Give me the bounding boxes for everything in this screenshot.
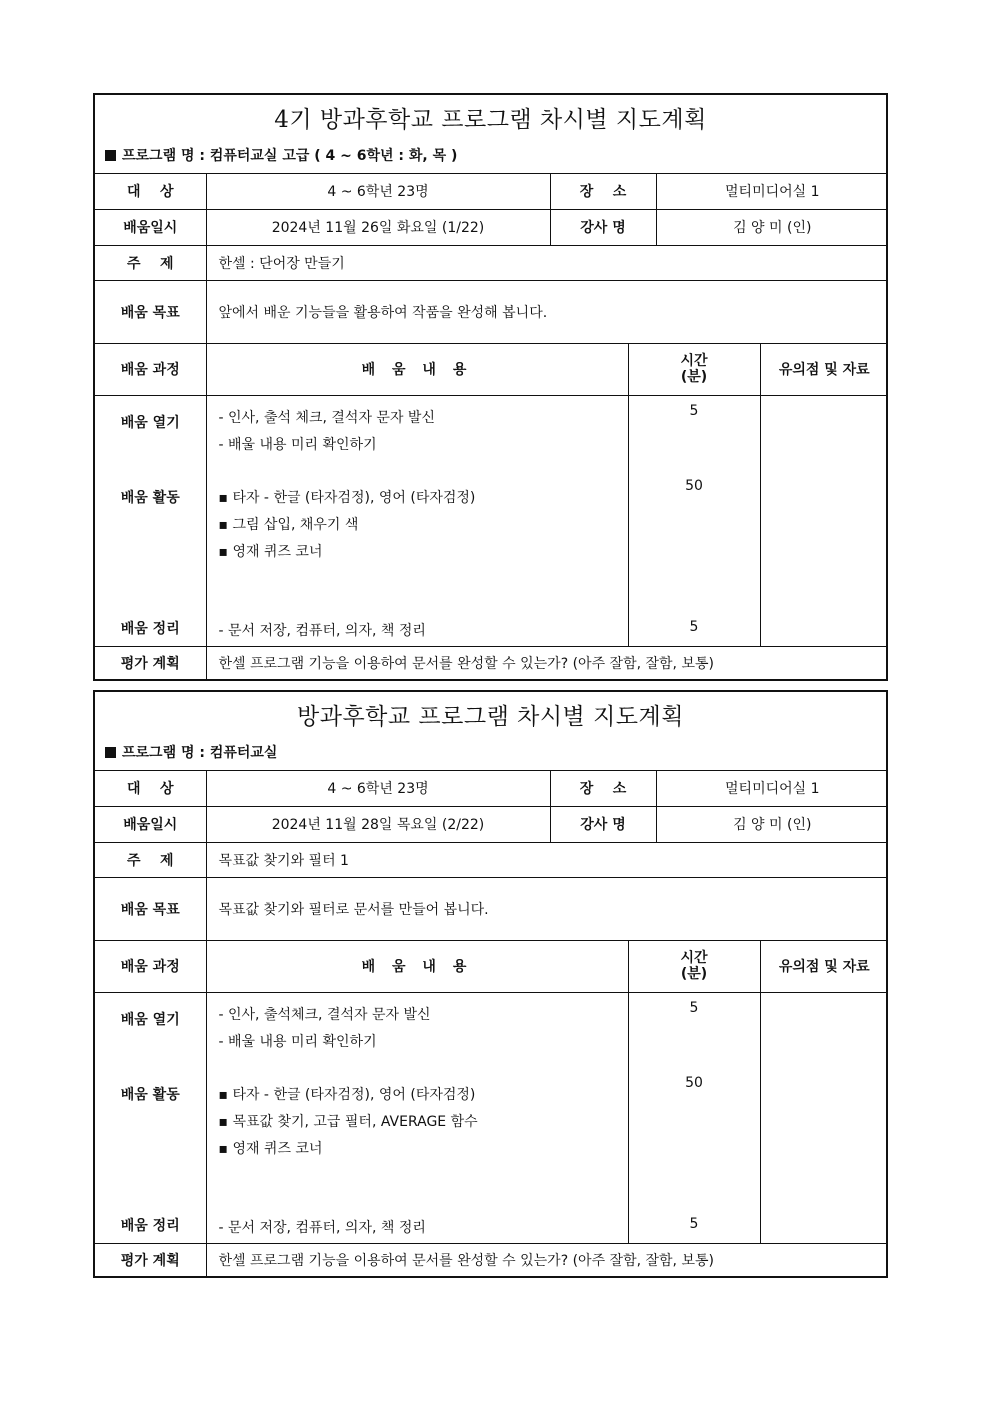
time-label [628,940,760,992]
date-row [95,209,888,245]
eval-value: 한셀 프로그램 기능을 이용하여 문서를 완성할 수 있는가? (아주 잘함, 잘함, 보통) [206,1243,888,1277]
content-label: 배 움 내 용 [206,343,628,395]
notes-label: 유의점 및 자료 [760,940,888,992]
content-label: 배 움 내 용 [206,940,628,992]
time-activity: 50 [685,477,703,494]
time-label-top: 시간 [680,950,708,966]
date-label: 배움일시 [95,806,206,842]
date-value: 2024년 11월 28일 목요일 (2/22) [206,806,550,842]
activity-line-1: ▪ 타자 - 한글 (타자검정), 영어 (타자검정) [218,1086,476,1103]
plan-table [95,771,888,1277]
topic-label: 주 제 [95,842,206,877]
topic-row [95,842,888,877]
time-column [628,992,760,1243]
square-bullet-icon [105,150,116,161]
square-bullet-icon [105,747,116,758]
goal-label: 배움 목표 [95,877,206,940]
time-close: 5 [689,1215,699,1232]
program-name [105,742,277,762]
eval-row [95,1243,888,1277]
stage-open: 배움 열기 [120,414,180,431]
stage-activity: 배움 활동 [120,1086,180,1103]
plan-title: 방과후학교 프로그램 차시별 지도계획 [297,704,684,730]
teacher-label: 강사 명 [550,806,656,842]
activity-line-1: ▪ 타자 - 한글 (타자검정), 영어 (타자검정) [218,489,476,506]
program-name-text: 프로그램 명 : 컴퓨터교실 고급 ( 4 ~ 6학년 : 화, 목 ) [122,148,458,164]
time-activity: 50 [685,1074,703,1091]
open-line-2: - 배울 내용 미리 확인하기 [218,436,377,453]
notes-label: 유의점 및 자료 [760,343,888,395]
time-label-top: 시간 [680,353,708,369]
lesson-plan-1 [93,93,888,681]
stage-column [95,992,206,1243]
place-label: 장 소 [550,771,656,806]
process-label: 배움 과정 [95,940,206,992]
goal-label: 배움 목표 [95,280,206,343]
topic-value: 한셀 : 단어장 만들기 [206,245,888,280]
time-label [628,343,760,395]
open-line-2: - 배울 내용 미리 확인하기 [218,1033,377,1050]
process-header-row [95,343,888,395]
program-name [105,145,457,165]
target-value: 4 ~ 6학년 23명 [206,771,550,806]
open-line-1: - 인사, 출석 체크, 결석자 문자 발신 [218,409,435,426]
eval-value: 한셀 프로그램 기능을 이용하여 문서를 완성할 수 있는가? (아주 잘함, 잘함, 보통) [206,646,888,680]
time-open: 5 [689,402,699,419]
teacher-value: 김 양 미 (인) [656,209,888,245]
stage-open: 배움 열기 [120,1011,180,1028]
close-line: - 문서 저장, 컴퓨터, 의자, 책 정리 [218,622,426,639]
goal-row [95,877,888,940]
topic-row [95,245,888,280]
time-label-bottom: (분) [680,369,708,385]
time-column [628,395,760,646]
process-label: 배움 과정 [95,343,206,395]
time-open: 5 [689,999,699,1016]
goal-value: 목표값 찾기와 필터로 문서를 만들어 봅니다. [206,877,888,940]
stage-close: 배움 정리 [120,1217,180,1234]
eval-row [95,646,888,680]
place-value: 멀티미디어실 1 [656,174,888,209]
process-body-row [95,395,888,646]
open-line-1: - 인사, 출석체크, 결석자 문자 발신 [218,1006,431,1023]
target-label: 대 상 [95,771,206,806]
topic-value: 목표값 찾기와 필터 1 [206,842,888,877]
goal-value: 앞에서 배운 기능들을 활용하여 작품을 완성해 봅니다. [206,280,888,343]
date-row [95,806,888,842]
date-label: 배움일시 [95,209,206,245]
teacher-value: 김 양 미 (인) [656,806,888,842]
date-value: 2024년 11월 26일 화요일 (1/22) [206,209,550,245]
plan-header [95,95,886,174]
plan-title: 4기 방과후학교 프로그램 차시별 지도계획 [274,107,707,133]
notes-column [760,992,888,1243]
place-value: 멀티미디어실 1 [656,771,888,806]
target-row [95,174,888,209]
process-header-row [95,940,888,992]
eval-label: 평가 계획 [95,1243,206,1277]
stage-column [95,395,206,646]
activity-line-3: ▪ 영재 퀴즈 코너 [218,543,323,560]
activity-line-3: ▪ 영재 퀴즈 코너 [218,1140,323,1157]
goal-row [95,280,888,343]
plan-header [95,692,886,771]
plan-table [95,174,888,680]
close-line: - 문서 저장, 컴퓨터, 의자, 책 정리 [218,1219,426,1236]
stage-activity: 배움 활동 [120,489,180,506]
program-name-text: 프로그램 명 : 컴퓨터교실 [122,745,278,761]
target-value: 4 ~ 6학년 23명 [206,174,550,209]
activity-line-2: ▪ 그림 삽입, 채우기 색 [218,516,359,533]
activity-line-2: ▪ 목표값 찾기, 고급 필터, AVERAGE 함수 [218,1113,478,1130]
target-row [95,771,888,806]
eval-label: 평가 계획 [95,646,206,680]
place-label: 장 소 [550,174,656,209]
process-body-row [95,992,888,1243]
notes-column [760,395,888,646]
target-label: 대 상 [95,174,206,209]
time-label-bottom: (분) [680,966,708,982]
lesson-plan-2 [93,690,888,1278]
teacher-label: 강사 명 [550,209,656,245]
content-column [206,992,628,1243]
content-column [206,395,628,646]
topic-label: 주 제 [95,245,206,280]
stage-close: 배움 정리 [120,620,180,637]
time-close: 5 [689,618,699,635]
